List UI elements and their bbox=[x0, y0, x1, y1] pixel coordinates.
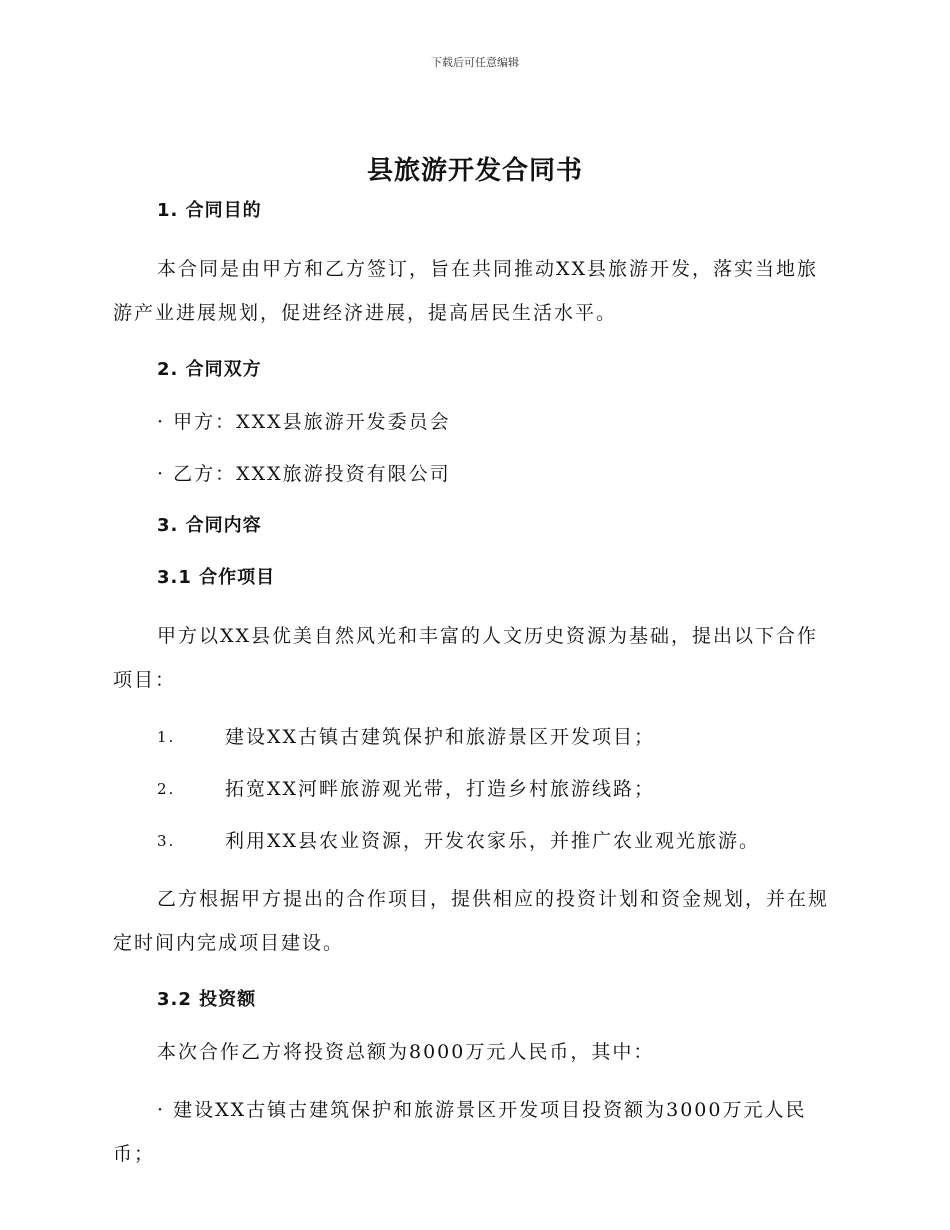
document-body bbox=[113, 195, 837, 1176]
section-3-2-heading: 3.2 投资额 bbox=[157, 989, 257, 1010]
investment-bullet-1: · 建设XX古镇古建筑保护和旅游景区开发项目投资额为3000万元人民币； bbox=[113, 1099, 807, 1165]
section-3-2-intro: 本次合作乙方将投资总额为8000万元人民币，其中： bbox=[157, 1041, 655, 1063]
section-2-heading: 2. 合同双方 bbox=[157, 359, 262, 380]
list-item-text: 拓宽XX河畔旅游观光带，打造乡村旅游线路； bbox=[225, 778, 656, 800]
section-3-1-outro: 乙方根据甲方提出的合作项目，提供相应的投资计划和资金规划，并在规定时间内完成项目建设。 bbox=[113, 888, 830, 954]
list-item-number: 3. bbox=[157, 832, 176, 850]
list-item bbox=[113, 721, 837, 753]
section-3-1-heading: 3.1 合作项目 bbox=[157, 567, 276, 588]
list-item-number: 2. bbox=[157, 780, 176, 798]
document-title: 县旅游开发合同书 bbox=[366, 156, 583, 186]
party-b-item: · 乙方：XXX旅游投资有限公司 bbox=[157, 463, 451, 485]
list-item-text: 利用XX县农业资源，开发农家乐，并推广农业观光旅游。 bbox=[225, 830, 761, 852]
section-1-paragraph: 本合同是由甲方和乙方签订，旨在共同推动XX县旅游开发，落实当地旅游产业进展规划，促进经济进展，提高居民生活水平。 bbox=[113, 258, 819, 324]
list-item bbox=[113, 825, 837, 857]
section-3-1-intro: 甲方以XX县优美自然风光和丰富的人文历史资源为基础，提出以下合作项目： bbox=[113, 625, 819, 691]
list-item bbox=[113, 773, 837, 805]
party-a-item: · 甲方：XXX县旅游开发委员会 bbox=[157, 411, 451, 433]
list-item-text: 建设XX古镇古建筑保护和旅游景区开发项目； bbox=[225, 726, 656, 748]
page-header-note: 下载后可任意编辑 bbox=[431, 56, 519, 69]
list-item-number: 1. bbox=[157, 728, 176, 746]
section-1-heading: 1. 合同目的 bbox=[157, 200, 262, 221]
section-3-heading: 3. 合同内容 bbox=[157, 515, 262, 536]
